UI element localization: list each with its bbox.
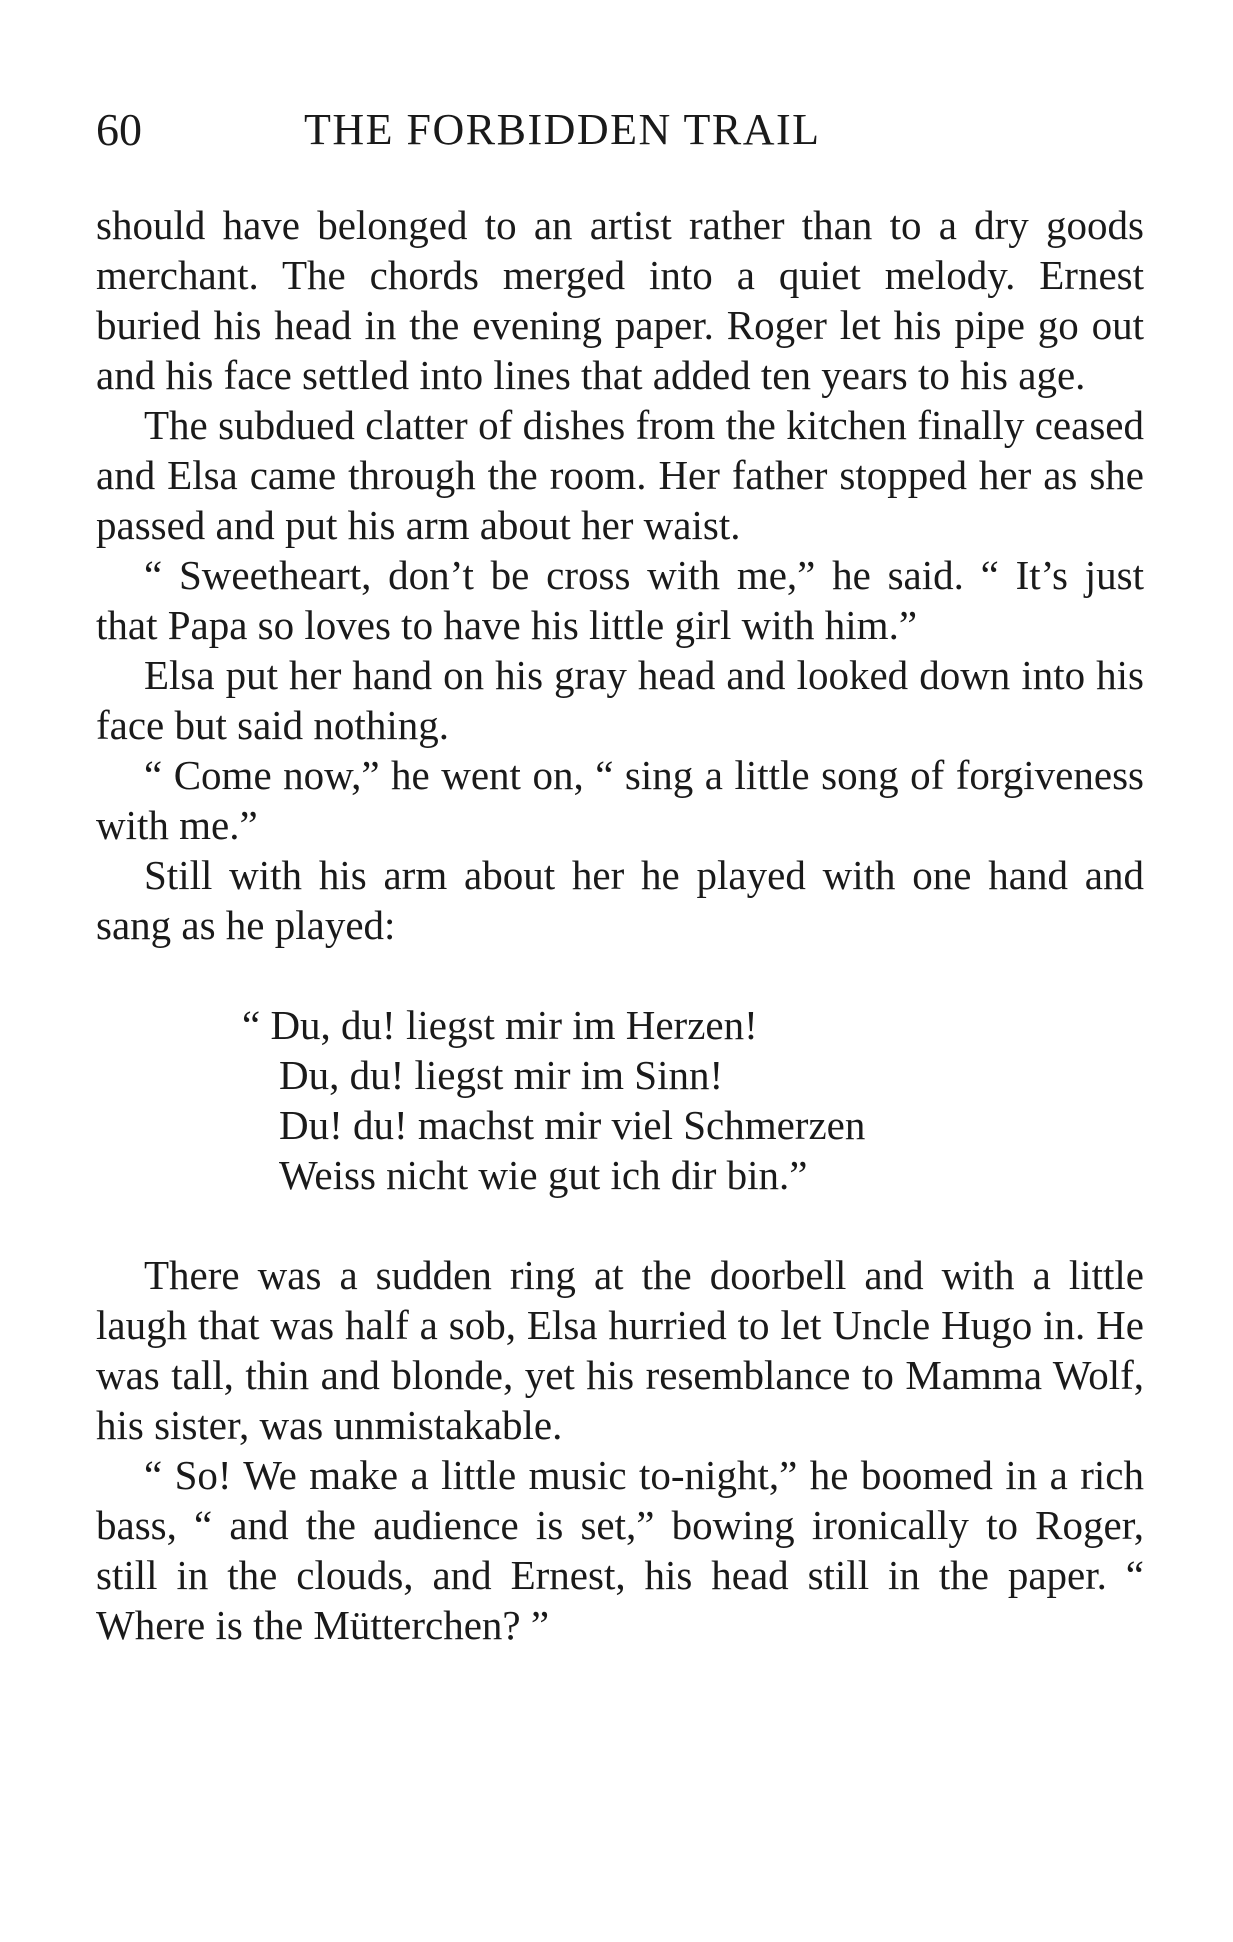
page-number: 60 (96, 104, 142, 155)
verse-line-3: Du! du! machst mir viel Schmerzen (279, 1102, 866, 1148)
body-text (96, 200, 1144, 1650)
paragraph-6: Still with his arm about her he played with one hand and sang as he played: (96, 852, 1144, 948)
page-header (96, 100, 1146, 160)
verse-line-2: Du, du! liegst mir im Sinn! (279, 1052, 724, 1098)
paragraph-3: “ Sweetheart, don’t be cross with me,” he said. “ It’s just that Papa so loves to have his little girl with him.” (96, 552, 1144, 648)
verse-line-1: “ Du, du! liegst mir im Herzen! (242, 1002, 758, 1048)
running-title: THE FORBIDDEN TRAIL (304, 105, 821, 154)
paragraph-7: There was a sudden ring at the doorbell and with a little laugh that was half a sob, Elsa hurried to let Uncle Hugo in. He was tall, thin and blonde, yet his resemblance to Mamma Wolf, his sister, was unmistakable. (96, 1252, 1144, 1448)
paragraph-8: “ So! We make a little music to-night,” he boomed in a rich bass, “ and the audience is set,” bowing ironically to Roger, still in the clouds, and Ernest, his head still in the paper. “ Where is the Mütterchen? ” (96, 1452, 1144, 1648)
verse-line-4: Weiss nicht wie gut ich dir bin.” (279, 1152, 808, 1198)
paragraph-4: Elsa put her hand on his gray head and looked down into his face but said nothing. (96, 652, 1144, 748)
paragraph-2: The subdued clatter of dishes from the kitchen finally ceased and Elsa came through the room. Her father stopped her as she passed and put his arm about her waist. (96, 402, 1144, 548)
paragraph-5: “ Come now,” he went on, “ sing a little song of forgiveness with me.” (96, 752, 1144, 848)
paragraph-1: should have belonged to an artist rather than to a dry goods merchant. The chords merged into a quiet melody. Ernest buried his head in the evening paper. Roger let his pipe go out and his face settled into lines that added ten years to his age. (96, 202, 1144, 398)
song-verse (96, 1000, 1144, 1200)
